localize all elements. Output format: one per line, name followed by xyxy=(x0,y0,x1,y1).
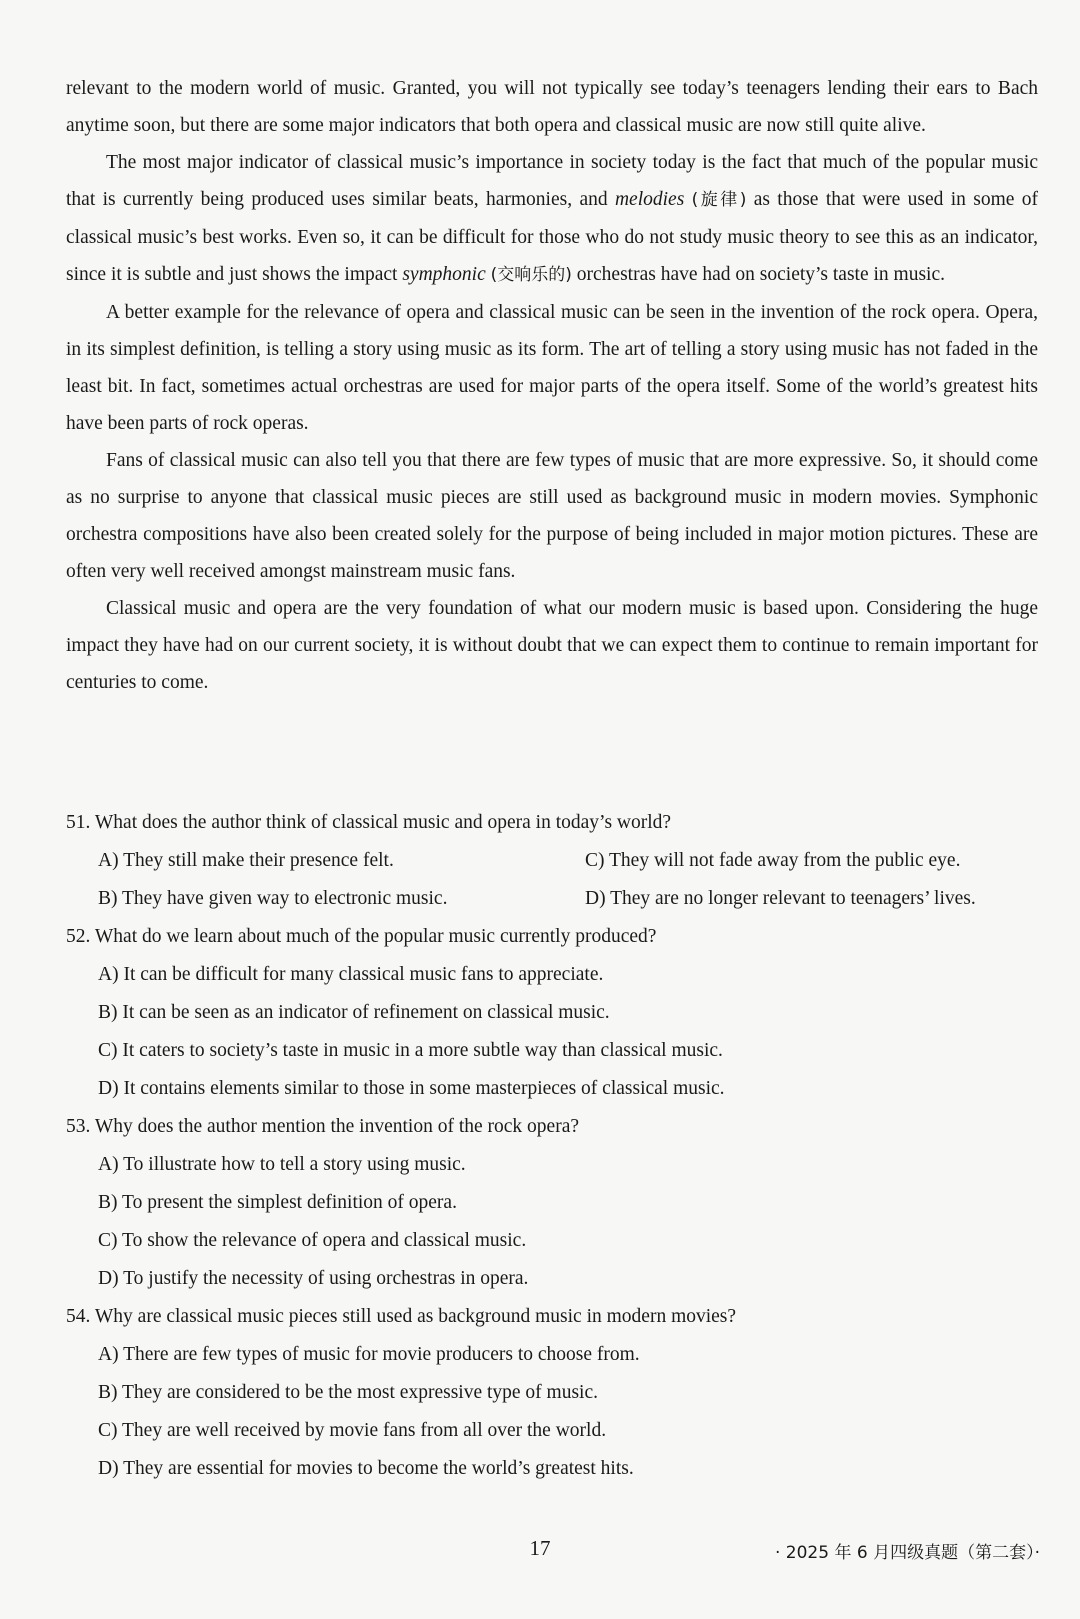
chinese-gloss: (交响乐的) xyxy=(490,265,572,285)
passage-paragraph: A better example for the relevance of opera and classical music can be seen in the invention of the rock opera. Opera, in its simplest definition, is telling a story using music as its form. The art of telling a story using music has not faded in the least bit. In fact, sometimes actual orchestras are used for major parts of the opera itself. Some of the world’s greatest hits have been parts of rock operas. xyxy=(66,302,1038,434)
option-c: C) They will not fade away from the public eye. xyxy=(585,850,961,871)
option-c: C) To show the relevance of opera and classical music. xyxy=(98,1230,527,1251)
option-a: A) To illustrate how to tell a story using music. xyxy=(98,1154,466,1175)
question-stem: 53. Why does the author mention the invention of the rock opera? xyxy=(66,1116,579,1137)
option-b: B) They are considered to be the most expressive type of music. xyxy=(98,1382,599,1403)
passage-text: The most major indicator of classical music’s importance in society today is the fact that much of the popular music that is currently being produced uses similar beats, harmonies, and xyxy=(66,152,1038,210)
passage-text: orchestras have had on society’s taste in music. xyxy=(571,264,945,285)
option-a: A) There are few types of music for movie producers to choose from. xyxy=(98,1344,640,1365)
question-53 xyxy=(66,1108,1038,1298)
option-d: D) They are essential for movies to become the world’s greatest hits. xyxy=(98,1458,634,1479)
page-number: 17 xyxy=(529,1536,551,1560)
question-52 xyxy=(66,918,1038,1108)
option-b: B) It can be seen as an indicator of refinement on classical music. xyxy=(98,1002,610,1023)
option-d: D) To justify the necessity of using orchestras in opera. xyxy=(98,1268,529,1289)
question-stem: 51. What does the author think of classical music and opera in today’s world? xyxy=(66,812,672,833)
option-d: D) They are no longer relevant to teenagers’ lives. xyxy=(585,888,976,909)
passage-paragraph xyxy=(66,144,1038,294)
option-row xyxy=(66,880,1038,918)
passage-term: symphonic xyxy=(402,264,486,285)
question-stem: 54. Why are classical music pieces still used as background music in modern movies? xyxy=(66,1306,737,1327)
question-stem: 52. What do we learn about much of the popular music currently produced? xyxy=(66,926,657,947)
option-c: C) They are well received by movie fans from all over the world. xyxy=(98,1420,607,1441)
chinese-gloss: (旋律) xyxy=(691,190,747,210)
question-51 xyxy=(66,804,1038,918)
passage-paragraph: relevant to the modern world of music. Granted, you will not typically see today’s teenagers lending their ears to Bach anytime soon, but there are some major indicators that both opera and classical music are now still quite alive. xyxy=(66,78,1038,136)
option-row xyxy=(66,842,1038,880)
passage-paragraph: Fans of classical music can also tell you that there are few types of music that are more expressive. So, it should come as no surprise to anyone that classical music pieces are still used as background music in modern movies. Symphonic orchestra compositions have also been created solely for the purpose of being included in major motion pictures. These are often very well received amongst mainstream music fans. xyxy=(66,450,1038,582)
option-b: B) To present the simplest definition of opera. xyxy=(98,1192,457,1213)
option-c: C) It caters to society’s taste in music in a more subtle way than classical music. xyxy=(98,1040,723,1061)
passage-text: as those that were used in some of classical music’s best works. Even so, it can be difficult for those who do not study music theory to see this as an indicator, since it is subtle and just shows the impact xyxy=(66,189,1039,285)
option-d: D) It contains elements similar to those in some masterpieces of classical music. xyxy=(98,1078,725,1099)
option-a: A) They still make their presence felt. xyxy=(98,850,394,871)
passage-paragraph: Classical music and opera are the very foundation of what our modern music is based upon. Considering the huge impact they have had on our current society, it is without doubt that we can expect them to continue to remain important for centuries to come. xyxy=(66,598,1038,693)
reading-passage xyxy=(66,70,1038,701)
passage-term: melodies xyxy=(614,189,685,210)
exam-tag: · 2025 年 6 月四级真题（第二套）· xyxy=(774,1543,1040,1563)
question-list xyxy=(66,804,1038,1488)
option-b: B) They have given way to electronic music. xyxy=(98,888,448,909)
question-54 xyxy=(66,1298,1038,1488)
option-a: A) It can be difficult for many classical music fans to appreciate. xyxy=(98,964,604,985)
